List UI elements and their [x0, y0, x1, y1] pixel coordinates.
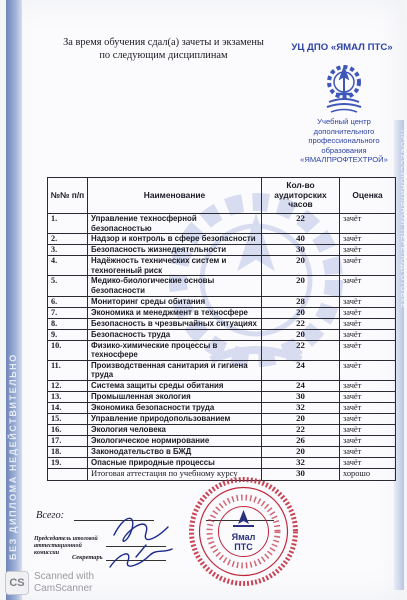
table-row [48, 402, 396, 413]
row-number: 11. [48, 360, 88, 380]
row-hours: 22 [262, 340, 340, 360]
row-number: 15. [48, 413, 88, 424]
row-discipline-name: Экология человека [88, 424, 262, 435]
scanner-text-line-1: Scanned with [34, 571, 95, 582]
row-hours: 20 [262, 307, 340, 318]
row-grade: зачёт [340, 318, 396, 329]
table-row [48, 340, 396, 360]
table-row [48, 424, 396, 435]
row-discipline-name: Медико-биологические основы безопасности [88, 276, 262, 296]
secretary-label: Секретарь [72, 554, 103, 561]
row-number: 13. [48, 391, 88, 402]
grades-table [47, 177, 396, 481]
row-number: 3. [48, 245, 88, 256]
row-discipline-name: Управление природопользованием [88, 413, 262, 424]
handwritten-signature-icon [106, 505, 176, 575]
row-number: 19. [48, 457, 88, 468]
table-row [48, 276, 396, 296]
row-hours: 26 [262, 435, 340, 446]
scanner-text-line-2: CamScanner [34, 583, 93, 594]
left-security-strip [6, 0, 22, 600]
row-hours: 28 [262, 296, 340, 307]
row-hours: 20 [262, 329, 340, 340]
row-grade: зачёт [340, 391, 396, 402]
row-discipline-name: Опасные природные процессы [88, 457, 262, 468]
row-number: 16. [48, 424, 88, 435]
row-grade: зачёт [340, 402, 396, 413]
org-desc-line-2: дополнительного [313, 126, 375, 136]
table-row [48, 413, 396, 424]
organization-description [286, 117, 402, 165]
row-discipline-name: Законодательство в БЖД [88, 446, 262, 457]
row-discipline-name: Экологическое нормирование [88, 435, 262, 446]
row-grade: зачёт [340, 245, 396, 256]
row-number: 1. [48, 214, 88, 234]
total-row-hours: 30 [262, 468, 340, 480]
total-row-number [48, 468, 88, 480]
row-number: 7. [48, 307, 88, 318]
table-row [48, 307, 396, 318]
commission-line-1: Председатель итоговой [34, 536, 98, 542]
row-hours: 20 [262, 413, 340, 424]
row-discipline-name: Безопасность труда [88, 329, 262, 340]
row-discipline-name: Экономика и менеджмент в техносфере [88, 307, 262, 318]
row-grade: зачёт [340, 424, 396, 435]
table-row [48, 234, 396, 245]
row-discipline-name: Безопасность в чрезвычайных ситуациях [88, 318, 262, 329]
org-desc-line-4: образования [321, 145, 367, 155]
table-row [48, 329, 396, 340]
table-row [48, 318, 396, 329]
commission-line-2: аттестационной комиссии [34, 543, 82, 556]
official-stamp-icon [186, 474, 301, 589]
organization-logo-icon [323, 58, 365, 114]
intro-text [46, 36, 281, 62]
total-row-grade: хорошо [340, 468, 396, 480]
row-discipline-name: Производственная санитария и гигиена труда [88, 360, 262, 380]
row-hours: 30 [262, 245, 340, 256]
row-number: 9. [48, 329, 88, 340]
organization-title: УЦ ДПО «ЯМАЛ ПТС» [291, 42, 393, 53]
table-row [48, 296, 396, 307]
row-hours: 32 [262, 457, 340, 468]
row-hours: 32 [262, 402, 340, 413]
edge-warning-text: БЕЗ ДИПЛОМА НЕДЕЙСТВИТЕЛЬНО [8, 353, 18, 560]
header-name: Наименование [88, 178, 262, 214]
row-hours: 22 [262, 424, 340, 435]
row-grade: зачёт [340, 256, 396, 276]
row-number: 14. [48, 402, 88, 413]
table-row [48, 457, 396, 468]
row-discipline-name: Мониторинг среды обитания [88, 296, 262, 307]
table-row [48, 256, 396, 276]
row-grade: зачёт [340, 435, 396, 446]
header-grade: Оценка [340, 178, 396, 214]
row-number: 4. [48, 256, 88, 276]
row-number: 12. [48, 380, 88, 391]
org-desc-line-5: «ЯМАЛПРОФТЕХТРОЙ» [300, 155, 388, 165]
row-discipline-name: Промышленная экология [88, 391, 262, 402]
row-grade: зачёт [340, 340, 396, 360]
row-grade: зачёт [340, 296, 396, 307]
row-grade: зачёт [340, 307, 396, 318]
table-row [48, 446, 396, 457]
row-discipline-name: Управление техносферной безопасностью [88, 214, 262, 234]
header-number: №№ п/п [48, 178, 88, 214]
row-number: 2. [48, 234, 88, 245]
table-row [48, 245, 396, 256]
row-hours: 24 [262, 380, 340, 391]
stamp-center-line-2: ПТС [234, 542, 253, 552]
row-grade: зачёт [340, 380, 396, 391]
total-row-name: Итоговая аттестация по учебному курсу [88, 468, 262, 480]
row-hours: 20 [262, 256, 340, 276]
row-number: 5. [48, 276, 88, 296]
row-grade: зачёт [340, 457, 396, 468]
row-number: 18. [48, 446, 88, 457]
table-row [48, 380, 396, 391]
scanner-watermark [0, 566, 120, 600]
row-grade: зачёт [340, 276, 396, 296]
row-grade: зачёт [340, 446, 396, 457]
total-label: Всего: [36, 510, 65, 521]
intro-line-1: За время обучения сдал(а) зачеты и экзамены [63, 37, 264, 48]
row-hours: 40 [262, 234, 340, 245]
document-page [6, 0, 404, 600]
row-hours: 20 [262, 446, 340, 457]
stamp-center-line-1: Ямал [231, 532, 256, 542]
row-discipline-name: Безопасность жизнедеятельности [88, 245, 262, 256]
row-hours: 30 [262, 391, 340, 402]
row-number: 8. [48, 318, 88, 329]
row-number: 17. [48, 435, 88, 446]
row-discipline-name: Система защиты среды обитания [88, 380, 262, 391]
table-header-row [48, 178, 396, 214]
row-hours: 24 [262, 360, 340, 380]
row-hours: 22 [262, 214, 340, 234]
row-discipline-name: Экономика безопасности труда [88, 402, 262, 413]
table-row [48, 360, 396, 380]
row-number: 6. [48, 296, 88, 307]
table-row [48, 435, 396, 446]
row-number: 10. [48, 340, 88, 360]
row-hours: 20 [262, 276, 340, 296]
row-grade: зачёт [340, 329, 396, 340]
row-grade: зачёт [340, 413, 396, 424]
header-hours: Кол-во аудиторских часов [262, 178, 340, 214]
org-desc-line-3: профессионального [308, 136, 380, 146]
org-desc-line-1: Учебный центр [317, 117, 371, 126]
table-row [48, 214, 396, 234]
intro-line-2: по следующим дисциплинам [99, 50, 228, 61]
row-discipline-name: Надёжность технических систем и техногенный риск [88, 256, 262, 276]
row-hours: 22 [262, 318, 340, 329]
row-discipline-name: Физико-химические процессы в техносфере [88, 340, 262, 360]
row-discipline-name: Надзор и контроль в сфере безопасности [88, 234, 262, 245]
table-row [48, 391, 396, 402]
row-grade: зачёт [340, 234, 396, 245]
row-grade: зачёт [340, 360, 396, 380]
right-edge-text: ПРОФЕССИОНАЛЬНОЙ ПЕРЕПОДГОТОВКЕ [399, 130, 406, 309]
scanner-text [34, 571, 94, 595]
camscanner-logo-icon: CS [5, 571, 29, 595]
grades-table-body [48, 214, 396, 481]
row-grade: зачёт [340, 214, 396, 234]
